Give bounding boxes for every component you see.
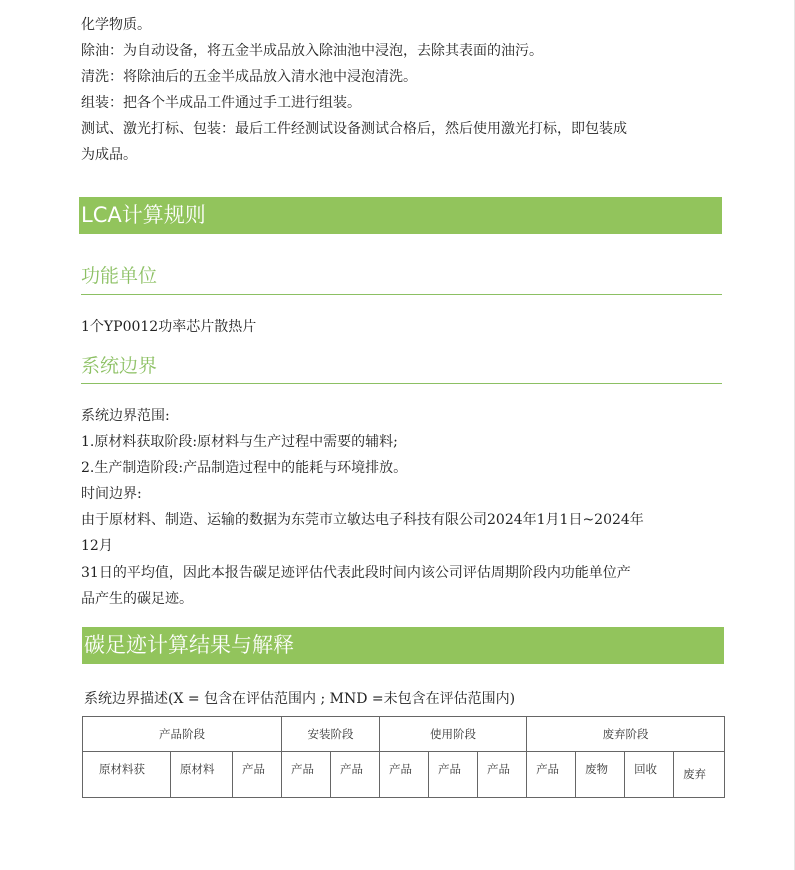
boundary-line-6: 12月 <box>81 538 113 554</box>
intro-line-3: 清洗：将除油后的五金半成品放入清水池中浸泡清洗。 <box>81 69 417 85</box>
intro-line-4: 组装：把各个半成品工件通过手工进行组装。 <box>81 95 361 111</box>
system-boundary-table <box>82 716 725 798</box>
column-header: 产品 <box>429 752 478 798</box>
boundary-line-3: 2.生产制造阶段:产品制造过程中的能耗与环境排放。 <box>81 460 408 476</box>
column-header: 产品 <box>380 752 429 798</box>
group-header-product-stage: 产品阶段 <box>83 717 282 752</box>
column-header: 产品 <box>233 752 282 798</box>
column-header: 原材料获 <box>83 752 171 798</box>
intro-line-1: 化学物质。 <box>81 17 151 33</box>
boundary-line-8: 品产生的碳足迹。 <box>81 591 193 607</box>
boundary-line-4: 时间边界: <box>81 486 142 502</box>
intro-line-5: 测试、激光打标、包装：最后工件经测试设备测试合格后，然后使用激光打标，即包装成 <box>81 121 627 137</box>
group-header-installation-stage: 安装阶段 <box>282 717 380 752</box>
subheading-functional-unit: 功能单位 <box>81 262 722 295</box>
group-header-disposal-stage: 废弃阶段 <box>527 717 725 752</box>
column-header: 废弃 <box>674 752 725 798</box>
intro-line-6: 为成品。 <box>81 147 137 163</box>
boundary-line-1: 系统边界范围: <box>81 408 170 424</box>
section-heading-results: 碳足迹计算结果与解释 <box>82 627 724 664</box>
column-header: 产品 <box>527 752 576 798</box>
section-heading-lca: LCA计算规则 <box>79 197 722 234</box>
boundary-line-5: 由于原材料、制造、运输的数据为东莞市立敏达电子科技有限公司2024年1月1日~2024年 <box>81 512 644 528</box>
boundary-line-7: 31日的平均值，因此本报告碳足迹评估代表此段时间内该公司评估周期阶段内功能单位产 <box>81 565 631 581</box>
column-header: 产品 <box>282 752 331 798</box>
subheading-system-boundary: 系统边界 <box>81 352 722 384</box>
functional-unit-text: 1个YP0012功率芯片散热片 <box>81 319 257 335</box>
boundary-line-2: 1.原材料获取阶段:原材料与生产过程中需要的辅料; <box>81 434 398 450</box>
column-header: 回收 <box>625 752 674 798</box>
group-header-use-stage: 使用阶段 <box>380 717 527 752</box>
intro-line-2: 除油：为自动设备，将五金半成品放入除油池中浸泡，去除其表面的油污。 <box>81 43 543 59</box>
column-header: 废物 <box>576 752 625 798</box>
table-caption: 系统边界描述(X = 包含在评估范围内 ; MND =未包含在评估范围内) <box>84 691 516 707</box>
column-header: 产品 <box>478 752 527 798</box>
column-header: 产品 <box>331 752 380 798</box>
column-header: 原材料 <box>171 752 233 798</box>
